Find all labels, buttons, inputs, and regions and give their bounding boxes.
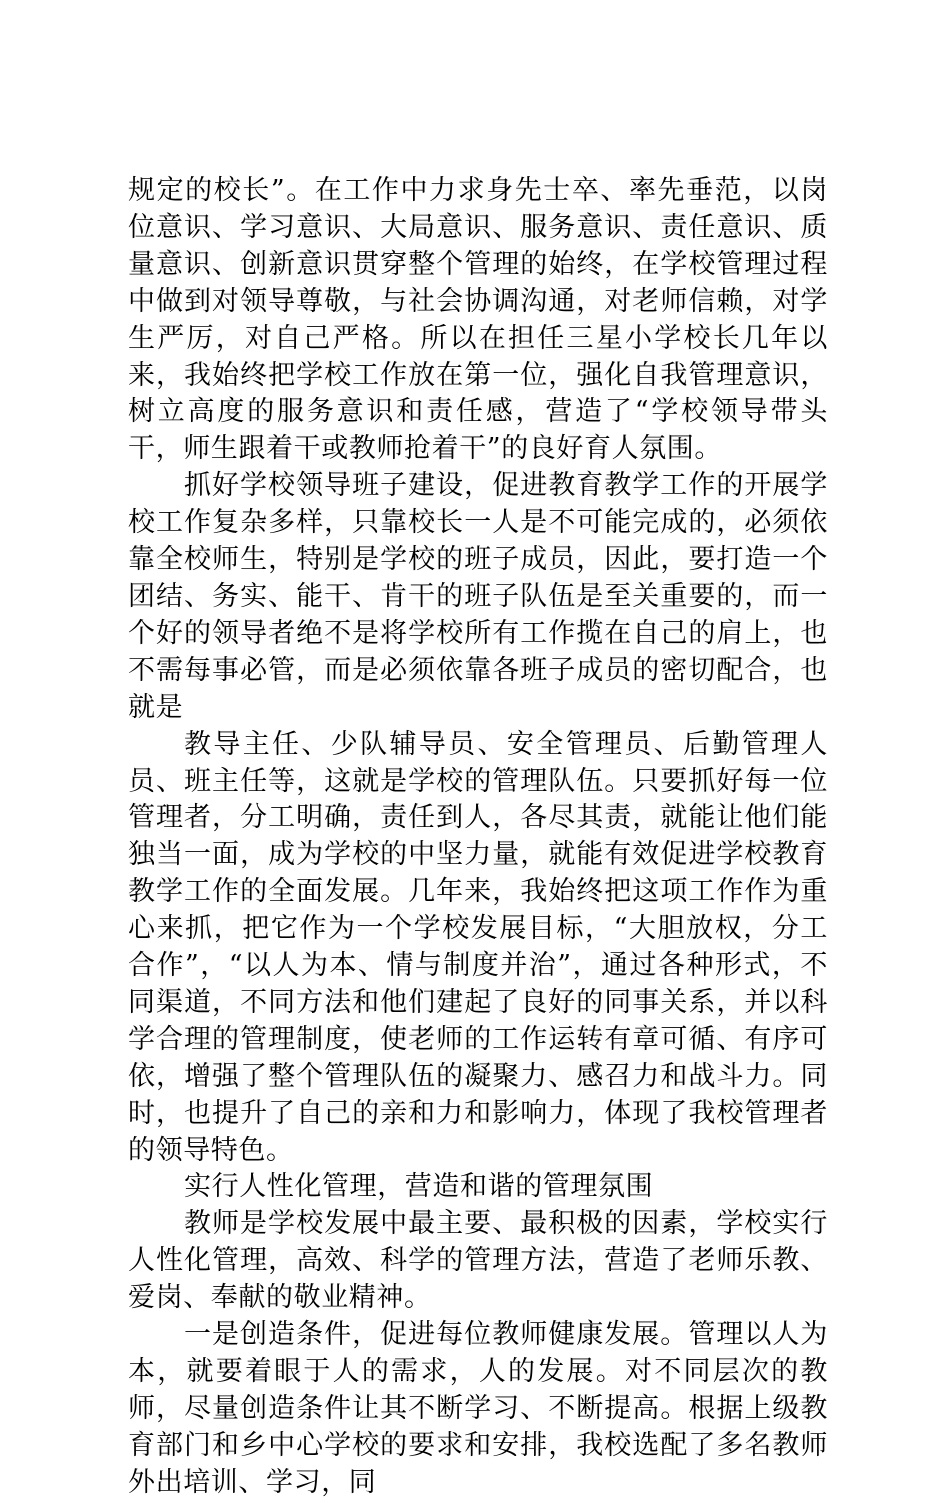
paragraph-5: 一是创造条件，促进每位教师健康发展。管理以人为本，就要着眼于人的需求，人的发展。对不同层次的教师，尽量创造条件让其不断学习、不断提高。根据上级教育部门和乡中心学校的要求和安排，我校选配了多名教师外出培训、学习，同 (128, 1319, 828, 1498)
section-heading: 实行人性化管理，营造和谐的管理氛围 (184, 1171, 654, 1203)
paragraph-3: 教导主任、少队辅导员、安全管理员、后勤管理人员、班主任等，这就是学校的管理队伍。只要抓好每一位管理者，分工明确，责任到人，各尽其责，就能让他们能独当一面，成为学校的中坚力量，就能有效促进学校教育教学工作的全面发展。几年来，我始终把这项工作作为重心来抓，把它作为一个学校发展目标，“大胆放权，分工合作”，“以人为本、情与制度并治”，通过各种形式，不同渠道，不同方法和他们建起了良好的同事关系，并以科学合理的管理制度，使老师的工作运转有章可循、有序可依，增强了整个管理队伍的凝聚力、感召力和战斗力。同时，也提升了自己的亲和力和影响力，体现了我校管理者的领导特色。 (128, 728, 828, 1166)
paragraph-1: 规定的校长”。在工作中力求身先士卒、率先垂范，以岗位意识、学习意识、大局意识、服务意识、责任意识、质量意识、创新意识贯穿整个管理的始终，在学校管理过程中做到对领导尊敬，与社会协调沟通，对老师信赖，对学生严厉，对自己严格。所以在担任三星小学校长几年以来，我始终把学校工作放在第一位，强化自我管理意识，树立高度的服务意识和责任感，营造了“学校领导带头干，师生跟着干或教师抢着干”的良好育人氛围。 (128, 175, 828, 465)
paragraph-4: 教师是学校发展中最主要、最积极的因素，学校实行人性化管理，高效、科学的管理方法，营造了老师乐教、爱岗、奉献的敬业精神。 (128, 1208, 828, 1314)
paragraph-2: 抓好学校领导班子建设，促进教育教学工作的开展学校工作复杂多样，只靠校长一人是不可能完成的，必须依靠全校师生，特别是学校的班子成员，因此，要打造一个团结、务实、能干、肯干的班子队伍是至关重要的，而一个好的领导者绝不是将学校所有工作揽在自己的肩上，也不需每事必管，而是必须依靠各班子成员的密切配合，也就是 (128, 470, 828, 723)
document-body (128, 173, 828, 1502)
